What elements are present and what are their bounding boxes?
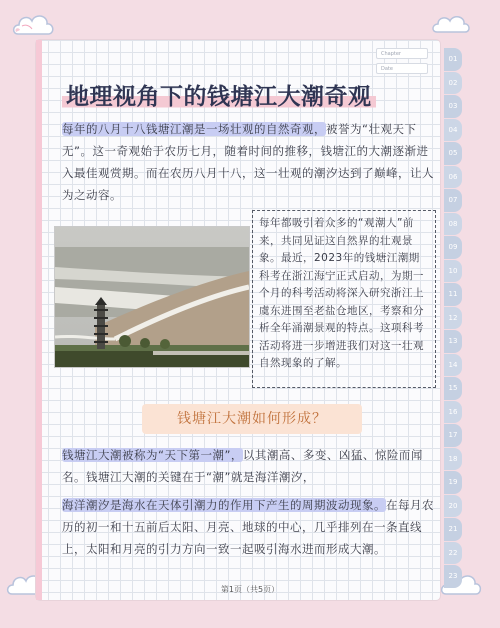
index-tab-18[interactable]: 18: [444, 448, 462, 471]
cloud-decoration-icon: [10, 8, 56, 38]
index-tab-22[interactable]: 22: [444, 542, 462, 565]
cloud-decoration-icon: [430, 10, 472, 36]
qiantang-tide-photo: [54, 226, 250, 368]
tide-fame-text: 以其潮高、多变、凶猛、惊险而闻名。钱塘江大潮的关键在于“潮”就是海洋潮汐，: [62, 448, 423, 484]
binding-strip: [36, 40, 42, 600]
index-tab-12[interactable]: 12: [444, 307, 462, 330]
index-tab-17[interactable]: 17: [444, 424, 462, 447]
date-field[interactable]: Date: [376, 63, 428, 74]
tide-research-note: 每年都吸引着众多的“观潮人”前来，共同见证这自然界的壮观景象。最近，2023年的钱塘江潮期科考在浙江海宁正式启动，为期一个月的科考活动将深入研究浙江上虞东进围至老盐仓地区，考察和分析全年涌潮景观的特点。这项科考活动将进一步增进我们对这一壮观自然现象的了解。: [252, 210, 436, 388]
tide-cause-text: 在每月农历的初一和十五前后太阳、月亮、地球的中心，几乎排列在一条直线上，太阳和月亮的引力方向一致一起吸引海水进而形成大潮。: [62, 498, 434, 556]
index-tab-08[interactable]: 08: [444, 213, 462, 236]
tide-cause-highlight: 海洋潮汐是海水在天体引潮力的作用下产生的周期波动现象。: [62, 498, 386, 512]
index-tab-03[interactable]: 03: [444, 95, 462, 118]
intro-paragraph: [62, 118, 434, 206]
index-tab-23[interactable]: 23: [444, 565, 462, 588]
index-tab-11[interactable]: 11: [444, 283, 462, 306]
index-tab-15[interactable]: 15: [444, 377, 462, 400]
index-tab-13[interactable]: 13: [444, 330, 462, 353]
index-tab-20[interactable]: 20: [444, 495, 462, 518]
page-title: 地理视角下的钱塘江大潮奇观: [62, 78, 376, 111]
index-tab-10[interactable]: 10: [444, 260, 462, 283]
intro-text: 被誉为“壮观天下无”。这一奇观始于农历七月，随着时间的推移，钱塘江的大潮逐渐进入最佳观赏期。而在农历八月十八，这一壮观的潮汐达到了巅峰，让人为之动容。: [62, 122, 434, 202]
index-tab-09[interactable]: 09: [444, 236, 462, 259]
index-tab-21[interactable]: 21: [444, 518, 462, 541]
index-tab-01[interactable]: 01: [444, 48, 462, 71]
index-tab-07[interactable]: 07: [444, 189, 462, 212]
intro-highlight: 每年的八月十八钱塘江潮是一场壮观的自然奇观，: [62, 122, 326, 136]
index-tab-02[interactable]: 02: [444, 72, 462, 95]
chapter-field[interactable]: Chapter: [376, 48, 428, 59]
index-tab-06[interactable]: 06: [444, 166, 462, 189]
section-heading: 钱塘江大潮如何形成？: [142, 404, 362, 434]
tide-fame-highlight: 钱塘江大潮被称为“天下第一潮”，: [62, 448, 243, 462]
tide-cause-paragraph: [62, 494, 434, 560]
index-tab-05[interactable]: 05: [444, 142, 462, 165]
index-tab-19[interactable]: 19: [444, 471, 462, 494]
index-tabs: [444, 48, 462, 589]
index-tab-16[interactable]: 16: [444, 401, 462, 424]
index-tab-14[interactable]: 14: [444, 354, 462, 377]
header-fields: [376, 48, 428, 78]
tide-fame-paragraph: [62, 444, 434, 488]
page-footer: 第1页（共5页）: [220, 585, 280, 594]
index-tab-04[interactable]: 04: [444, 119, 462, 142]
